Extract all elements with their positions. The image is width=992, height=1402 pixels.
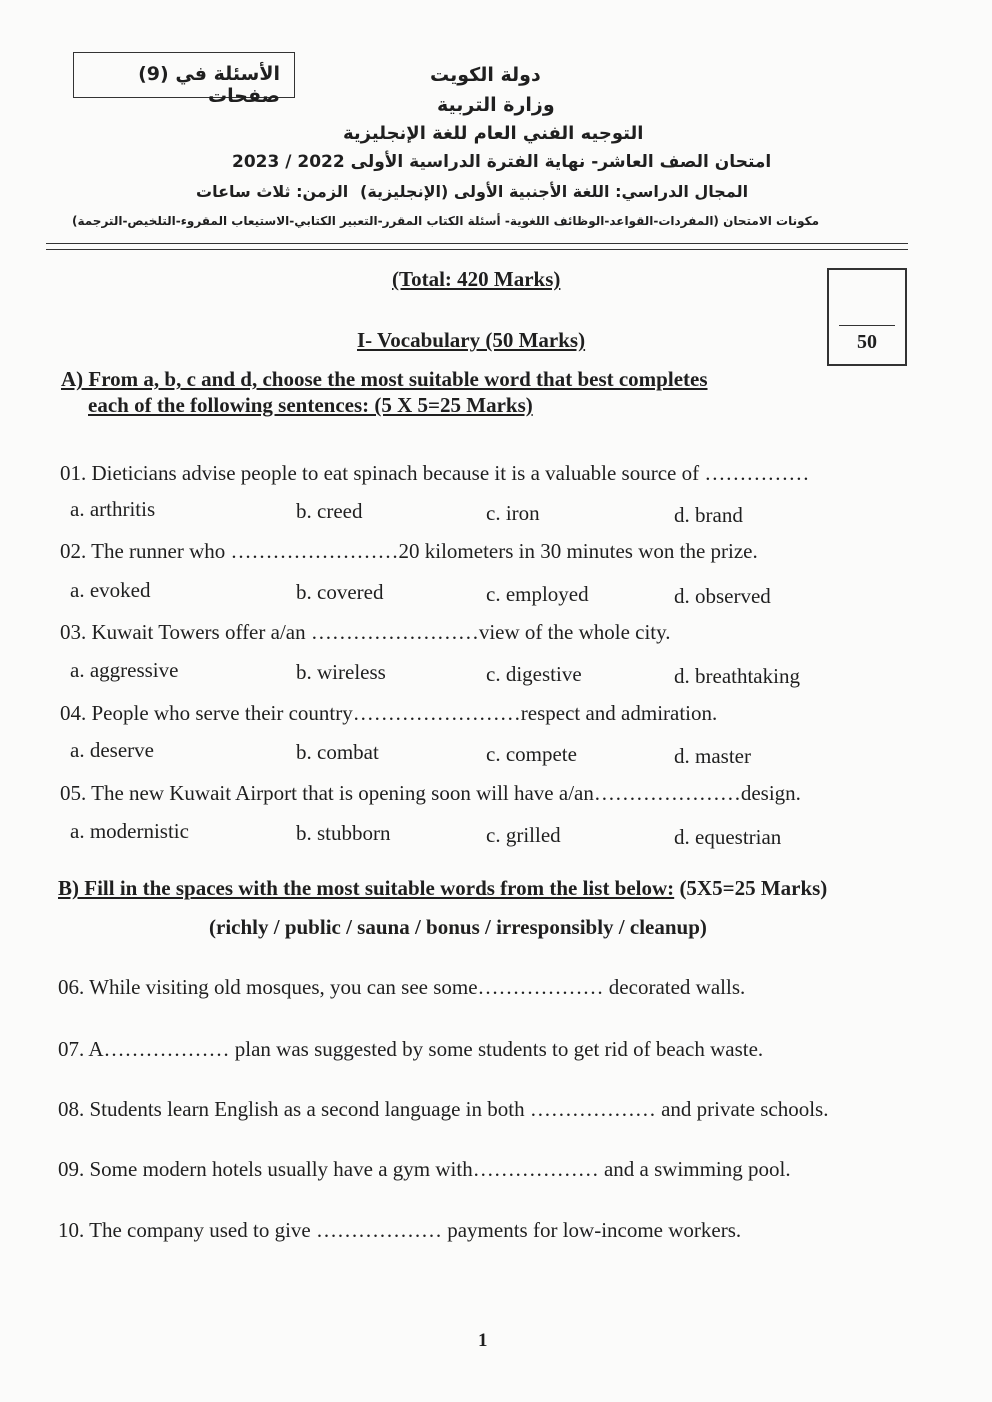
q05-option-b: b. stubborn xyxy=(296,821,391,845)
state-name: دولة الكويت xyxy=(430,64,541,86)
q01-option-b: b. creed xyxy=(296,499,363,523)
q01-option-a: a. arthritis xyxy=(70,497,156,521)
q03-option-b: b. wireless xyxy=(296,660,386,684)
part-b-instruction-label: B) Fill in the spaces with the most suitable words from the list below: xyxy=(58,876,675,900)
question-05: 05. The new Kuwait Airport that is opening soon will have a/an…………………design. xyxy=(60,781,801,805)
part-a-instruction-1: A) From a, b, c and d, choose the most suitable word that best completes xyxy=(61,367,708,391)
q04-option-b: b. combat xyxy=(296,740,379,764)
q05-option-d: d. equestrian xyxy=(674,825,782,849)
marks-box-value: 50 xyxy=(857,331,877,353)
exam-title: امتحان الصف العاشر- نهاية الفترة الدراسية الأولى 2022 / 2023 xyxy=(232,152,772,172)
question-10: 10. The company used to give ……………… payments for low-income workers. xyxy=(58,1218,742,1242)
page-number: 1 xyxy=(478,1330,488,1351)
q05-option-c: c. grilled xyxy=(486,823,561,847)
exam-components: مكونات الامتحان (المفردات-القواعد-الوظائف اللغوية- أسئلة الكتاب المقرر-التعبير الكتابي-الاستيعاب المقروء-التلخيص-الترجمة) xyxy=(72,214,820,228)
section-title: I- Vocabulary (50 Marks) xyxy=(357,328,586,352)
q01-option-d: d. brand xyxy=(674,503,743,527)
q02-option-d: d. observed xyxy=(674,584,771,608)
question-09: 09. Some modern hotels usually have a gym with……………… and a swimming pool. xyxy=(58,1157,791,1181)
q04-option-d: d. master xyxy=(674,744,751,768)
q02-option-a: a. evoked xyxy=(70,578,151,602)
question-03: 03. Kuwait Towers offer a/an ……………………view of the whole city. xyxy=(60,620,671,644)
question-07: 07. A……………… plan was suggested by some students to get rid of beach waste. xyxy=(58,1037,764,1061)
total-marks: (Total: 420 Marks) xyxy=(392,267,561,291)
part-b-instruction-marks: (5X5=25 Marks) xyxy=(679,876,828,900)
marks-box xyxy=(827,268,907,366)
q03-option-a: a. aggressive xyxy=(70,658,179,682)
part-b-instruction xyxy=(58,876,827,901)
ministry-name: وزارة التربية xyxy=(437,94,555,116)
header-divider-bottom xyxy=(46,249,908,250)
q02-option-c: c. employed xyxy=(486,582,589,606)
q02-option-b: b. covered xyxy=(296,580,384,604)
question-01: 01. Dieticians advise people to eat spinach because it is a valuable source of …………… xyxy=(60,461,810,485)
exam-subject: المجال الدراسي: اللغة الأجنبية الأولى (الإنجليزية) xyxy=(360,182,749,201)
directorate-name: التوجيه الفني العام للغة الإنجليزية xyxy=(343,123,644,144)
question-08: 08. Students learn English as a second language in both ……………… and private schools. xyxy=(58,1097,829,1121)
marks-box-line xyxy=(839,325,895,326)
q04-option-a: a. deserve xyxy=(70,738,154,762)
part-a-instruction-2: each of the following sentences: (5 X 5=25 Marks) xyxy=(88,393,533,417)
header-divider-top xyxy=(46,243,908,244)
q03-option-d: d. breathtaking xyxy=(674,664,800,688)
pages-note-box xyxy=(73,52,295,107)
q04-option-c: c. compete xyxy=(486,742,577,766)
question-06: 06. While visiting old mosques, you can see some……………… decorated walls. xyxy=(58,975,746,999)
exam-time: الزمن: ثلاث ساعات xyxy=(196,182,349,201)
q05-option-a: a. modernistic xyxy=(70,819,189,843)
q03-option-c: c. digestive xyxy=(486,662,582,686)
question-02: 02. The runner who ……………………20 kilometers in 30 minutes won the prize. xyxy=(60,539,758,563)
q01-option-c: c. iron xyxy=(486,501,540,525)
word-list: (richly / public / sauna / bonus / irresponsibly / cleanup) xyxy=(209,915,707,939)
question-04: 04. People who serve their country……………………respect and admiration. xyxy=(60,701,718,725)
pages-note: الأسئلة في (9) صفحات xyxy=(138,63,280,107)
